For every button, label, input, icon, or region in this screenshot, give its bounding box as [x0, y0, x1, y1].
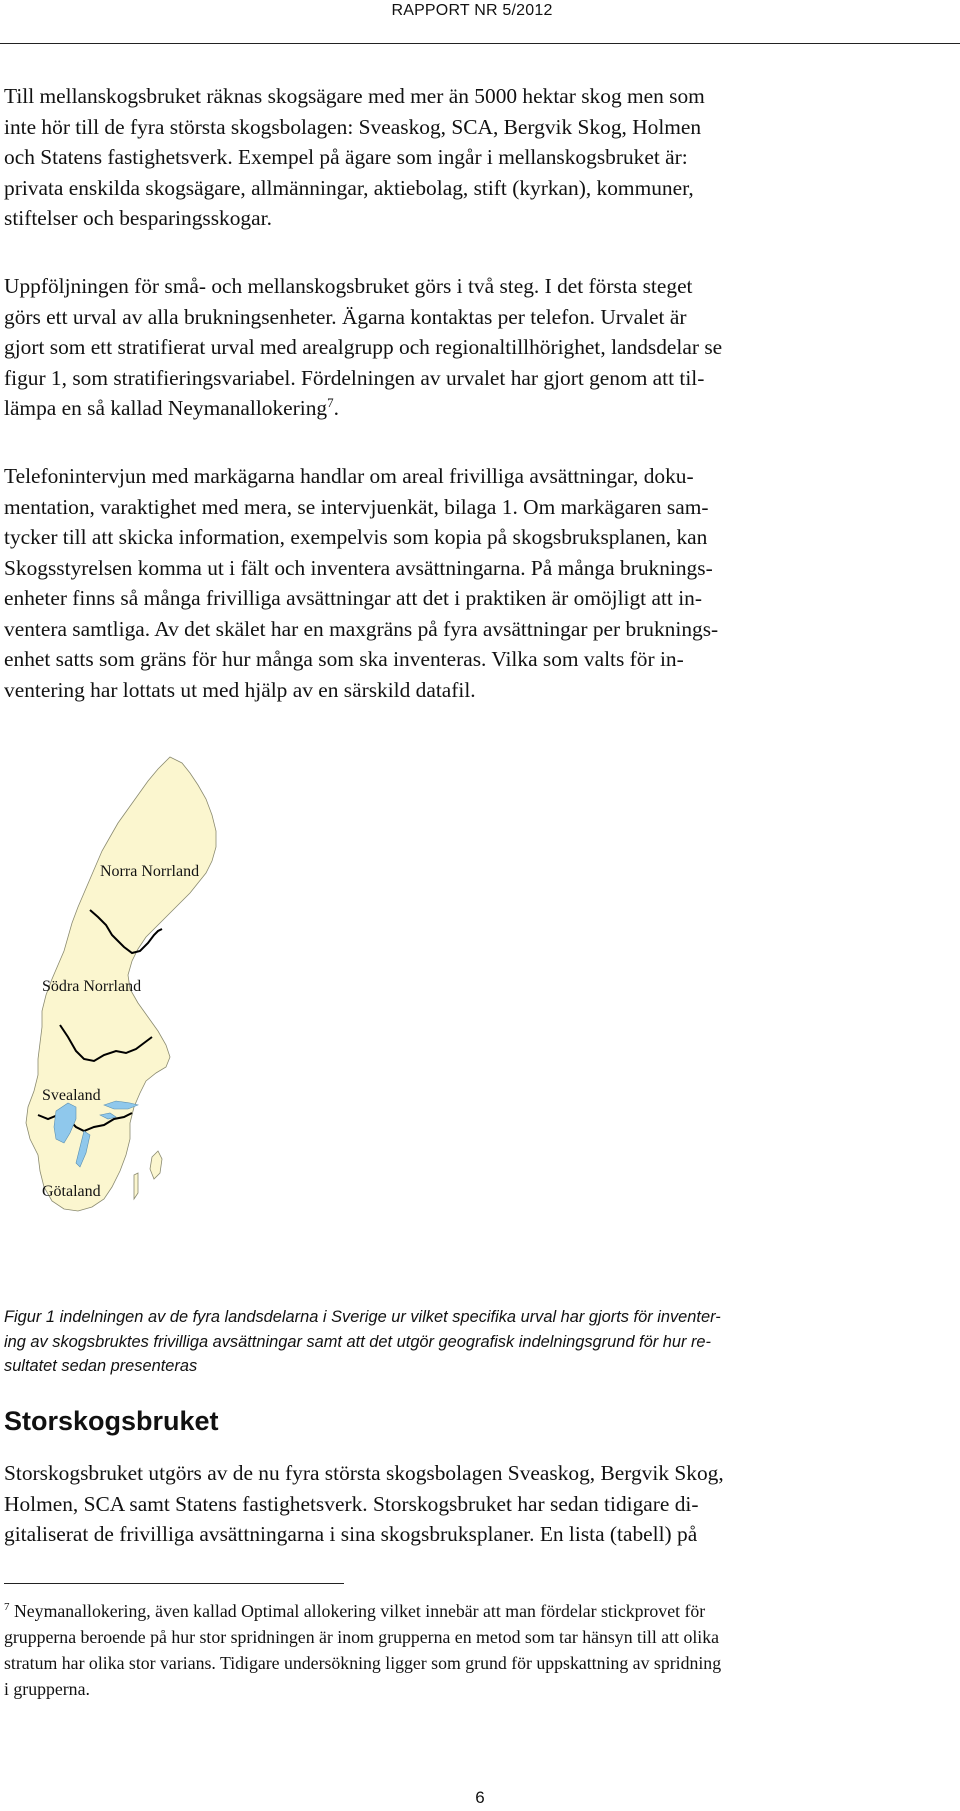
text-line: görs ett urval av alla brukningsenheter. Ägarna kontaktas per telefon. Urvalet är — [4, 304, 687, 329]
text-fragment: . — [333, 396, 339, 420]
text-line-with-footnote — [4, 393, 956, 424]
footnote-line: stratum har olika stor varians. Tidigare undersökning ligger som grund för uppskattning av spridning — [4, 1653, 722, 1673]
footnote — [4, 1598, 956, 1702]
text-line: Till mellanskogsbruket räknas skogsägare med mer än 5000 hektar skog men som — [4, 84, 705, 108]
paragraph-telefonintervju — [4, 461, 956, 705]
text-line: Uppföljningen för små- och mellanskogsbruket görs i två steg. I det första steget — [4, 274, 693, 298]
figure-caption — [4, 1305, 954, 1379]
paragraph-uppfoljning — [4, 271, 956, 424]
page-number: 6 — [475, 1788, 485, 1807]
footnote-rule — [4, 1583, 344, 1584]
text-line: gjort som ett stratifierat urval med arealgrupp och regionaltillhörighet, landsdelar se — [4, 335, 723, 359]
text-line: ventering har lottats ut med hjälp av en särskild datafil. — [4, 677, 476, 702]
footnote-line: i grupperna. — [4, 1679, 90, 1699]
text-line: Skogsstyrelsen komma ut i fält och inventera avsättningarna. På många bruknings- — [4, 555, 713, 580]
footnote-text: Neymanallokering, även kallad Optimal allokering vilket innebär att man fördelar stickprovet för — [9, 1601, 706, 1621]
sweden-region-map — [20, 755, 260, 1275]
text-line: figur 1, som stratifieringsvariabel. Fördelningen av urvalet har gjort genom att til- — [4, 365, 705, 390]
footnote-line: grupperna beroende på hur stor spridningen är inom grupperna en metod som tar hänsyn till att olika — [4, 1627, 720, 1647]
oland-island — [134, 1173, 138, 1199]
footnote-reference[interactable]: 7 — [327, 395, 334, 410]
text-line: Storskogsbruket utgörs av de nu fyra största skogsbolagen Sveaskog, Bergvik Skog, — [4, 1461, 724, 1485]
text-line: Telefonintervjun med markägarna handlar om areal frivilliga avsättningar, doku- — [4, 464, 694, 488]
text-line: inte hör till de fyra största skogsbolagen: Sveaskog, SCA, Bergvik Skog, Holmen — [4, 114, 702, 139]
caption-line: ing av skogsbruktes frivilliga avsättningar samt att det utgör geografisk indelningsgrund för hur re- — [4, 1332, 711, 1351]
gotland-island — [150, 1151, 162, 1179]
header-rule — [0, 43, 960, 44]
text-line: och Statens fastighetsverk. Exempel på ägare som ingår i mellanskogsbruket är: — [4, 145, 688, 169]
map-label-svealand: Svealand — [42, 1087, 101, 1104]
map-label-gotaland: Götaland — [42, 1183, 101, 1200]
caption-line: Figur 1 indelningen av de fyra landsdelarna i Sverige ur vilket specifika urval har gjorts för inventer- — [4, 1308, 721, 1326]
text-line: gitaliserat de frivilliga avsättningarna i sina skogsbruksplaner. En lista (tabell) på — [4, 1522, 698, 1546]
caption-line: sultatet sedan presenteras — [4, 1357, 198, 1375]
text-line: enhet satts som gräns för hur många som ska inventeras. Vilka som valts för in- — [4, 647, 684, 671]
footnote-line — [4, 1598, 956, 1624]
text-fragment: lämpa en så kallad Neymanallokering — [4, 396, 328, 420]
paragraph-mellanskogsbruket — [4, 81, 956, 234]
text-line: enheter finns så många frivilliga avsättningar att det i praktiken är omöjligt att in- — [4, 586, 702, 610]
text-line: Holmen, SCA samt Statens fastighetsverk. Storskogsbruket har sedan tidigare di- — [4, 1491, 699, 1516]
text-line: ventera samtliga. Av det skälet har en maxgräns på fyra avsättningar per bruknings- — [4, 616, 719, 641]
map-label-norra-norrland: Norra Norrland — [100, 863, 200, 880]
text-line: privata enskilda skogsägare, allmänningar, aktiebolag, stift (kyrkan), kommuner, — [4, 175, 694, 200]
text-line: tycker till att skicka information, exempelvis som kopia på skogsbruksplanen, kan — [4, 525, 708, 549]
text-line: stiftelser och besparingsskogar. — [4, 206, 272, 230]
report-header: RAPPORT NR 5/2012 — [391, 2, 553, 19]
footnote-marker: 7 — [4, 1601, 10, 1613]
paragraph-storskogsbruket — [4, 1458, 956, 1550]
text-line: mentation, varaktighet med mera, se intervjuenkät, bilaga 1. Om markägaren sam- — [4, 494, 709, 519]
map-label-sodra-norrland: Södra Norrland — [42, 978, 142, 995]
section-heading: Storskogsbruket — [4, 1406, 219, 1436]
